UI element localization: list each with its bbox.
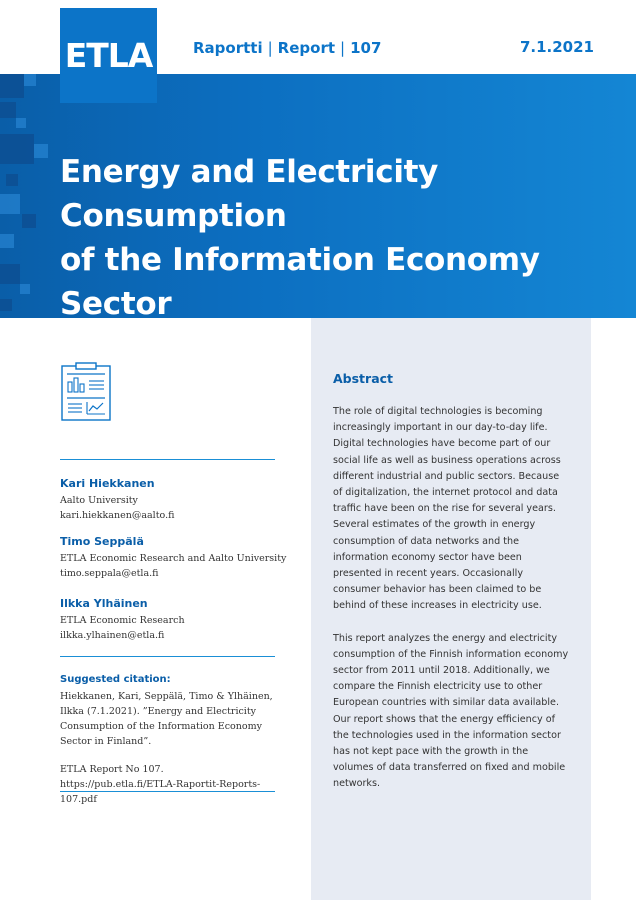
author-email[interactable]: ilkka.ylhainen@etla.fi — [60, 630, 165, 641]
series-fi: Raportti — [193, 39, 263, 57]
report-document-icon — [60, 362, 112, 422]
citation-url[interactable]: https://pub.etla.fi/ETLA-Raportit-Reports-107.pdf — [60, 779, 261, 805]
author-name: Timo Seppälä — [60, 535, 144, 548]
citation-heading: Suggested citation: — [60, 674, 171, 685]
report-number: 107 — [350, 39, 382, 57]
publication-date: 7.1.2021 — [519, 38, 594, 56]
author-email[interactable]: timo.seppala@etla.fi — [60, 568, 159, 579]
author-affiliation: ETLA Economic Research and Aalto University — [60, 553, 287, 564]
author-name: Kari Hiekkanen — [60, 477, 155, 490]
suggested-citation — [60, 674, 292, 807]
author-affiliation: Aalto University — [60, 495, 138, 506]
series-en: Report — [277, 39, 336, 57]
title-line-3: in Finland — [60, 330, 231, 366]
title-line-1: Energy and Electricity Consumption — [60, 154, 439, 234]
abstract-paragraph-1: The role of digital technologies is becoming increasingly important in our day-to-day life. Digital technologies have become part of our social life as well as business operations across different industrial and public sectors. Because of digitalization, the internet protocol and data traffic have been on the rise for several years. Several estimates of the growth in energy consumption of data networks and the information economy sector have been presented in recent years. Occasionally consumer behavior has been claimed to be behind of these increases in electricity use. — [333, 406, 561, 612]
report-title — [60, 150, 620, 370]
divider — [60, 459, 275, 460]
author-block-2 — [60, 535, 290, 581]
report-series — [193, 39, 381, 57]
citation-text: Hiekkanen, Kari, Seppälä, Timo & Ylhäinen, Ilkka (7.1.2021). ”Energy and Electricity Consumption of the Information Economy Sector in Finland”. — [60, 691, 273, 747]
abstract-body — [333, 404, 571, 809]
separator: | — [267, 39, 273, 57]
author-block-1 — [60, 477, 290, 523]
author-email[interactable]: kari.hiekkanen@aalto.fi — [60, 510, 175, 521]
author-name: Ilkka Ylhäinen — [60, 597, 148, 610]
citation-report-number: ETLA Report No 107. — [60, 764, 164, 775]
divider — [60, 656, 275, 657]
title-line-2: of the Information Economy Sector — [60, 242, 540, 322]
author-block-3 — [60, 597, 290, 643]
separator: | — [340, 39, 346, 57]
abstract-paragraph-2: This report analyzes the energy and electricity consumption of the Finnish information economy sector from 2011 until 2018. Additionally, we compare the Finnish electricity use to other European countries with similar data available. Our report shows that the energy efficiency of the technologies used in the information sector has not kept pace with the growth in the volumes of data transferred on fixed and mobile networks. — [333, 632, 569, 790]
author-affiliation: ETLA Economic Research — [60, 615, 185, 626]
divider — [60, 791, 275, 792]
abstract-heading: Abstract — [333, 371, 394, 386]
logo-text: ETLA — [64, 36, 153, 75]
etla-logo — [60, 8, 157, 103]
